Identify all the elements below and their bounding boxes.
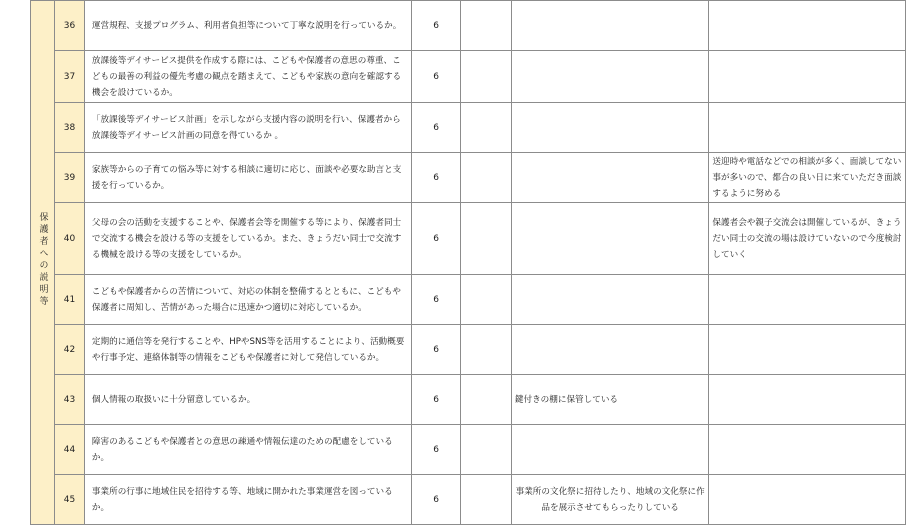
table-row: [31, 375, 906, 425]
col-c-cell: [709, 1, 906, 51]
row-number: 41: [54, 275, 84, 325]
response-count: 6: [412, 425, 461, 475]
table-row: [31, 1, 906, 51]
col-a-cell: [461, 325, 512, 375]
col-a-cell: [461, 153, 512, 203]
table-row: [31, 275, 906, 325]
col-c-cell: [709, 475, 906, 525]
response-count: 6: [412, 275, 461, 325]
table-row: [31, 425, 906, 475]
response-count: 6: [412, 103, 461, 153]
question-text: 定期的に通信等を発行することや、HPやSNS等を活用することにより、活動概要や行事予定、連絡体制等の情報をこどもや保護者に対して発信しているか。: [84, 325, 411, 375]
col-c-cell: [709, 425, 906, 475]
row-number: 39: [54, 153, 84, 203]
table-row: [31, 103, 906, 153]
response-count: 6: [412, 51, 461, 103]
row-number: 44: [54, 425, 84, 475]
col-c-cell: 送迎時や電話などでの相談が多く、面談してない事が多いので、都合の良い日に来ていただき面談するように努める: [709, 153, 906, 203]
question-text: こどもや保護者からの苦情について、対応の体制を整備するとともに、こどもや保護者に周知し、苦情があった場合に迅速かつ適切に対応しているか。: [84, 275, 411, 325]
question-text: 事業所の行事に地域住民を招待する等、地域に開かれた事業運営を図っているか。: [84, 475, 411, 525]
col-c-cell: 保護者会や親子交流会は開催しているが、きょうだい同士の交流の場は設けていないので今度検討していく: [709, 203, 906, 275]
row-number: 43: [54, 375, 84, 425]
col-c-cell: [709, 325, 906, 375]
table-row: [31, 153, 906, 203]
response-count: 6: [412, 475, 461, 525]
row-number: 36: [54, 1, 84, 51]
col-b-cell: [511, 51, 709, 103]
question-text: 障害のあるこどもや保護者との意思の疎通や情報伝達のための配慮をしているか。: [84, 425, 411, 475]
col-c-cell: [709, 51, 906, 103]
question-text: 放課後等デイサービス提供を作成する際には、こどもや保護者の意思の尊重、こどもの最善の利益の優先考慮の観点を踏まえて、こどもや家族の意向を確認する機会を設けているか。: [84, 51, 411, 103]
table-row: [31, 475, 906, 525]
col-a-cell: [461, 475, 512, 525]
col-a-cell: [461, 203, 512, 275]
col-a-cell: [461, 51, 512, 103]
col-b-cell: [511, 103, 709, 153]
question-text: 運営規程、支援プログラム、利用者負担等について丁寧な説明を行っているか。: [84, 1, 411, 51]
col-b-cell: 鍵付きの棚に保管している: [511, 375, 709, 425]
question-text: 父母の会の活動を支援することや、保護者会等を開催する等により、保護者同士で交流する機会を設ける等の支援をしているか。また、きょうだい同士で交流する機械を設ける等の支援をしているか。: [84, 203, 411, 275]
col-b-cell: [511, 325, 709, 375]
col-b-cell: [511, 425, 709, 475]
col-c-cell: [709, 375, 906, 425]
response-count: 6: [412, 1, 461, 51]
row-number: 38: [54, 103, 84, 153]
col-b-cell: [511, 1, 709, 51]
col-a-cell: [461, 375, 512, 425]
question-text: 家族等からの子育ての悩み等に対する相談に適切に応じ、面談や必要な助言と支援を行っているか。: [84, 153, 411, 203]
col-a-cell: [461, 275, 512, 325]
question-text: 個人情報の取扱いに十分留意しているか。: [84, 375, 411, 425]
col-b-cell: [511, 153, 709, 203]
category-cell: [31, 1, 55, 525]
table-row: [31, 203, 906, 275]
col-c-cell: [709, 103, 906, 153]
question-text: 「放課後等デイサービス計画」を示しながら支援内容の説明を行い、保護者から放課後等デイサービス計画の同意を得ているか 。: [84, 103, 411, 153]
row-number: 37: [54, 51, 84, 103]
row-number: 42: [54, 325, 84, 375]
col-c-cell: [709, 275, 906, 325]
response-count: 6: [412, 153, 461, 203]
category-label: 保護者への説明等: [37, 211, 48, 308]
col-a-cell: [461, 1, 512, 51]
response-count: 6: [412, 325, 461, 375]
left-margin: [0, 0, 30, 526]
row-number: 45: [54, 475, 84, 525]
response-count: 6: [412, 203, 461, 275]
table-row: [31, 51, 906, 103]
col-b-cell: 事業所の文化祭に招待したり、地域の文化祭に作品を展示させてもらったりしている: [511, 475, 709, 525]
row-number: 40: [54, 203, 84, 275]
col-a-cell: [461, 103, 512, 153]
col-b-cell: [511, 203, 709, 275]
table-row: [31, 325, 906, 375]
col-b-cell: [511, 275, 709, 325]
evaluation-table: [30, 0, 906, 525]
response-count: 6: [412, 375, 461, 425]
col-a-cell: [461, 425, 512, 475]
